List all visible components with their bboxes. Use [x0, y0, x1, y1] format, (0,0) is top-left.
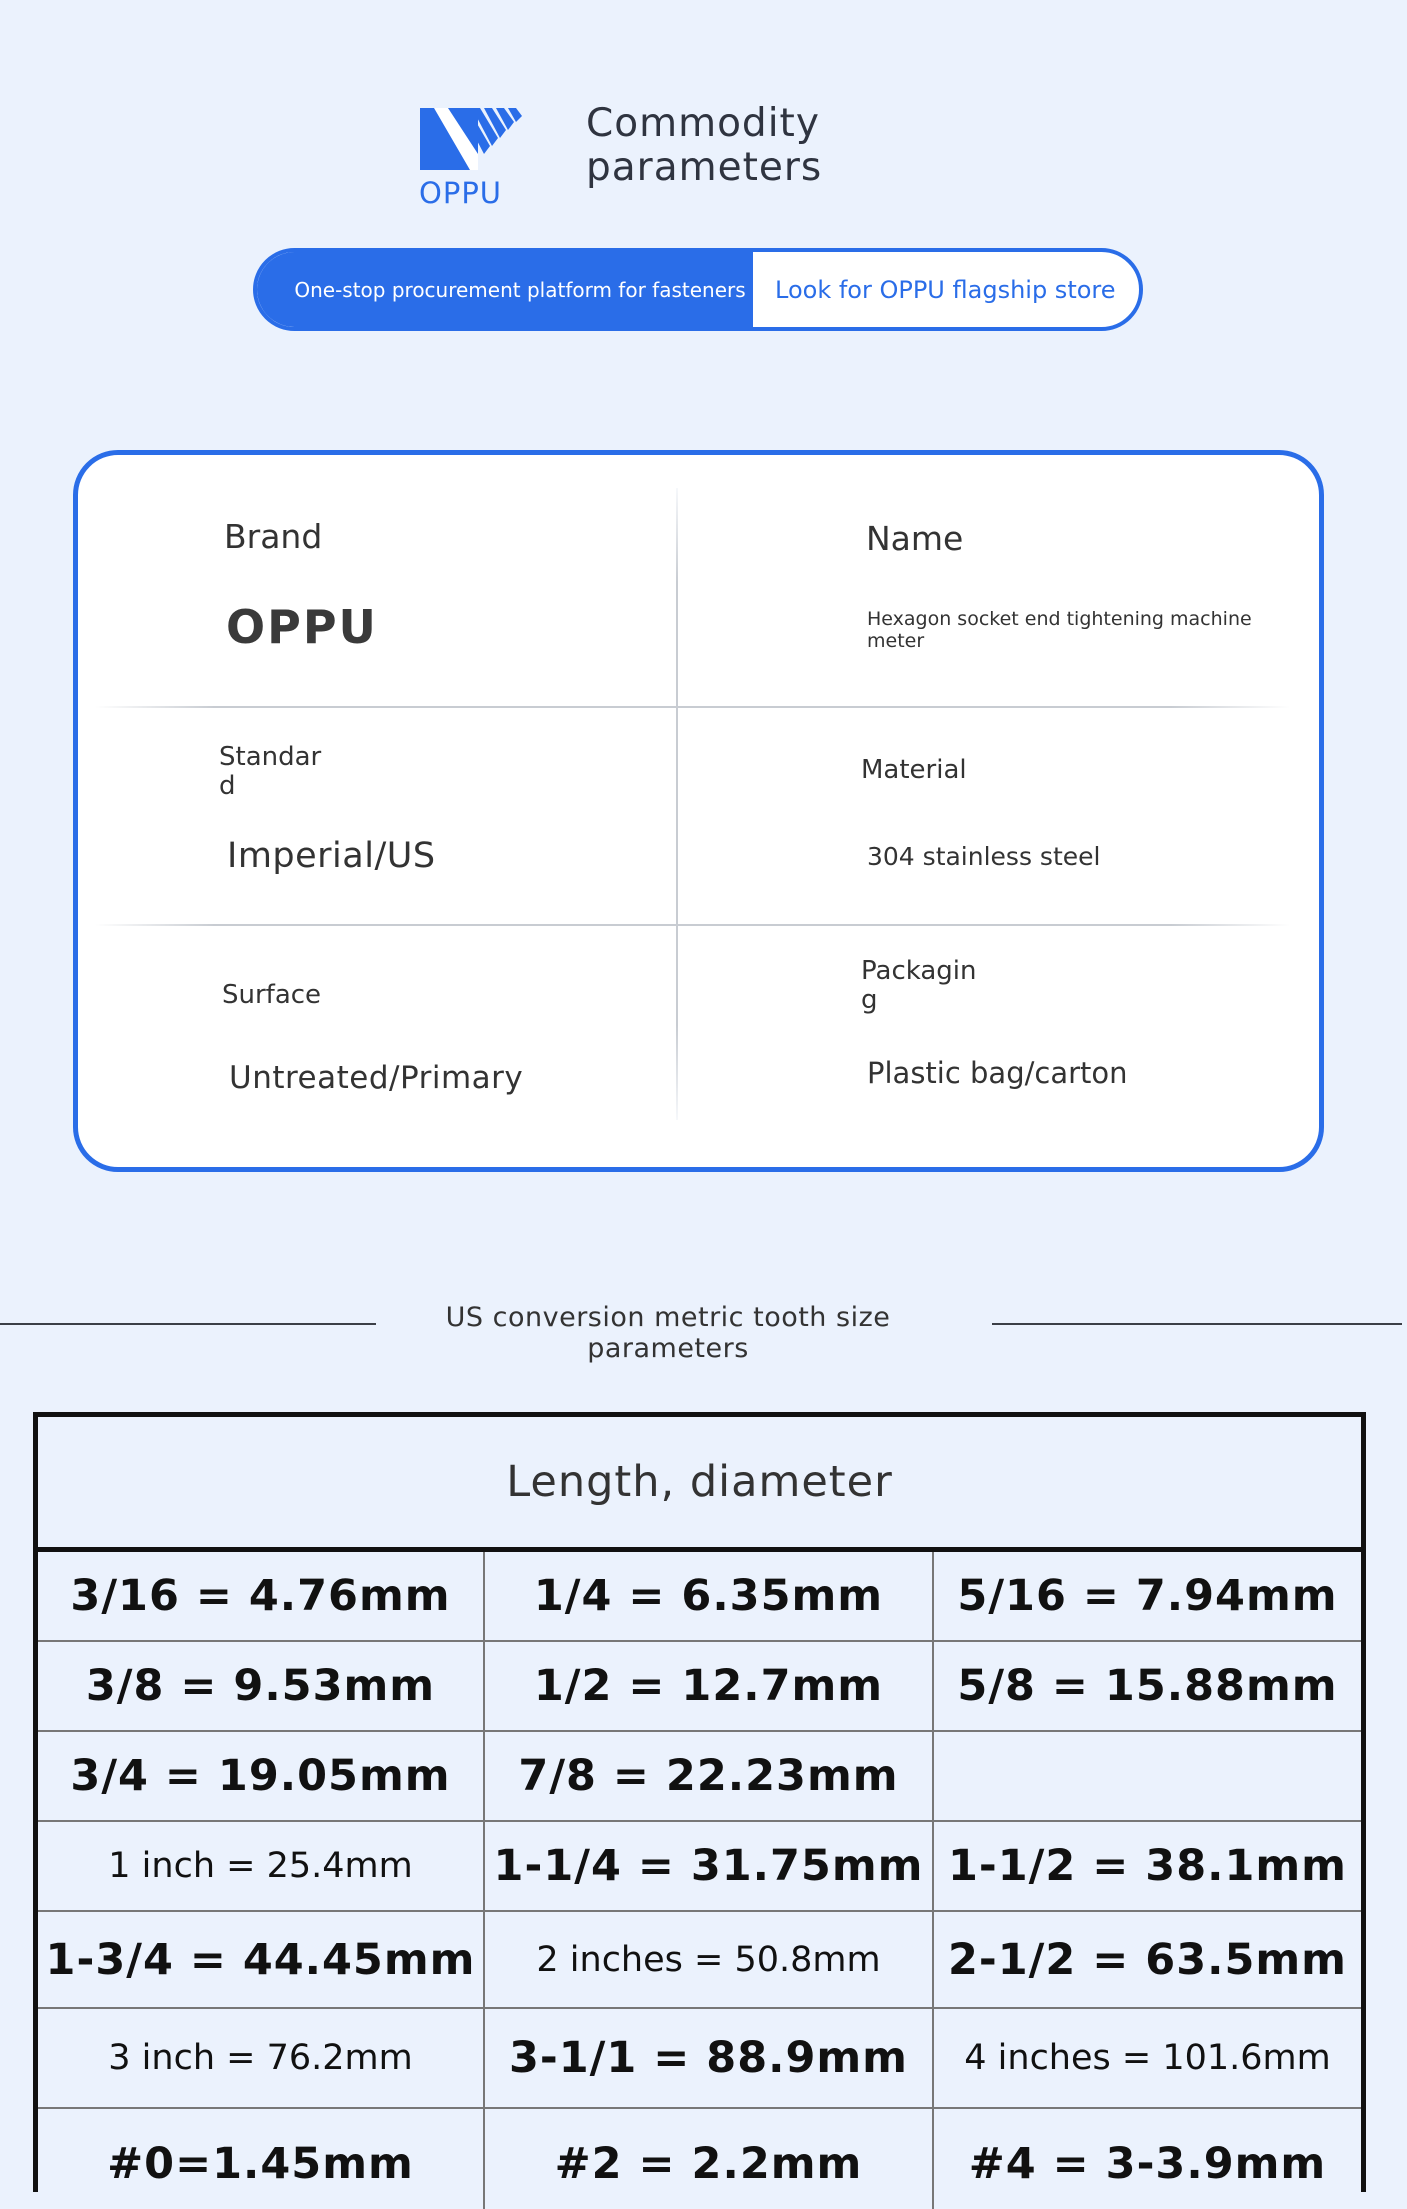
- brand-label: Brand: [224, 517, 323, 556]
- table-cell: 3/4 = 19.05mm: [38, 1732, 485, 1820]
- table-row: [38, 1642, 1361, 1730]
- table-cell: 3 inch = 76.2mm: [38, 2009, 485, 2107]
- section-title: US conversion metric tooth size parameters: [445, 1302, 891, 1364]
- section-line-left: [0, 1323, 376, 1325]
- material-label: Material: [861, 755, 967, 785]
- packaging-label: Packagin g: [861, 956, 977, 1015]
- table-cell: [934, 1732, 1361, 1820]
- table-cell: #2 = 2.2mm: [485, 2109, 934, 2209]
- logo-mark-icon: [420, 108, 535, 173]
- table-cell: 4 inches = 101.6mm: [964, 2038, 1331, 2078]
- store-banner[interactable]: [253, 248, 1143, 331]
- table-row: [38, 1822, 1361, 1910]
- section-line-right: [992, 1323, 1402, 1325]
- card-row-divider: [95, 706, 1290, 708]
- logo-text: OPPU: [419, 176, 503, 210]
- table-row: [38, 1732, 1361, 1820]
- table-row: [38, 2109, 1361, 2209]
- table-cell: #4 = 3-3.9mm: [968, 2139, 1327, 2189]
- table-cell: 1 inch = 25.4mm: [38, 1822, 485, 1910]
- table-row: [38, 1552, 1361, 1640]
- table-cell: 3/8 = 9.53mm: [38, 1642, 485, 1730]
- surface-label: Surface: [222, 980, 322, 1010]
- brand-value: OPPU: [226, 600, 378, 654]
- material-value: 304 stainless steel: [867, 842, 1101, 871]
- table-row: [38, 1912, 1361, 2007]
- table-cell: 5/8 = 15.88mm: [957, 1661, 1338, 1711]
- table-cell: 2 inches = 50.8mm: [485, 1912, 934, 2007]
- table-cell: 1-1/4 = 31.75mm: [485, 1822, 934, 1910]
- table-cell: 1/2 = 12.7mm: [485, 1642, 934, 1730]
- table-cell: 1-1/2 = 38.1mm: [948, 1841, 1347, 1891]
- standard-value: Imperial/US: [227, 836, 436, 876]
- flagship-store-link[interactable]: Look for OPPU flagship store: [775, 275, 1116, 304]
- name-value: Hexagon socket end tightening machine meter: [867, 608, 1252, 652]
- banner-slogan: One-stop procurement platform for fasteners: [257, 252, 753, 327]
- table-cell: 2-1/2 = 63.5mm: [948, 1934, 1347, 1985]
- page-title: Commodity parameters: [586, 101, 823, 190]
- card-vertical-divider: [676, 488, 678, 1120]
- table-cell: 5/16 = 7.94mm: [957, 1571, 1338, 1621]
- table-cell: 1/4 = 6.35mm: [485, 1552, 934, 1640]
- table-cell: 3/16 = 4.76mm: [38, 1552, 485, 1640]
- standard-label: Standar d: [219, 742, 322, 801]
- surface-value: Untreated/Primary: [229, 1060, 524, 1096]
- packaging-value: Plastic bag/carton: [867, 1056, 1128, 1090]
- table-cell: 3-1/1 = 88.9mm: [485, 2009, 934, 2107]
- size-conversion-table: [33, 1412, 1366, 2192]
- table-cell: 7/8 = 22.23mm: [485, 1732, 934, 1820]
- card-row-divider: [95, 924, 1290, 926]
- table-cell: #0=1.45mm: [38, 2109, 485, 2209]
- table-row: [38, 2009, 1361, 2107]
- table-header: Length, diameter: [38, 1417, 1361, 1552]
- table-cell: 1-3/4 = 44.45mm: [38, 1912, 485, 2007]
- name-label: Name: [866, 519, 964, 558]
